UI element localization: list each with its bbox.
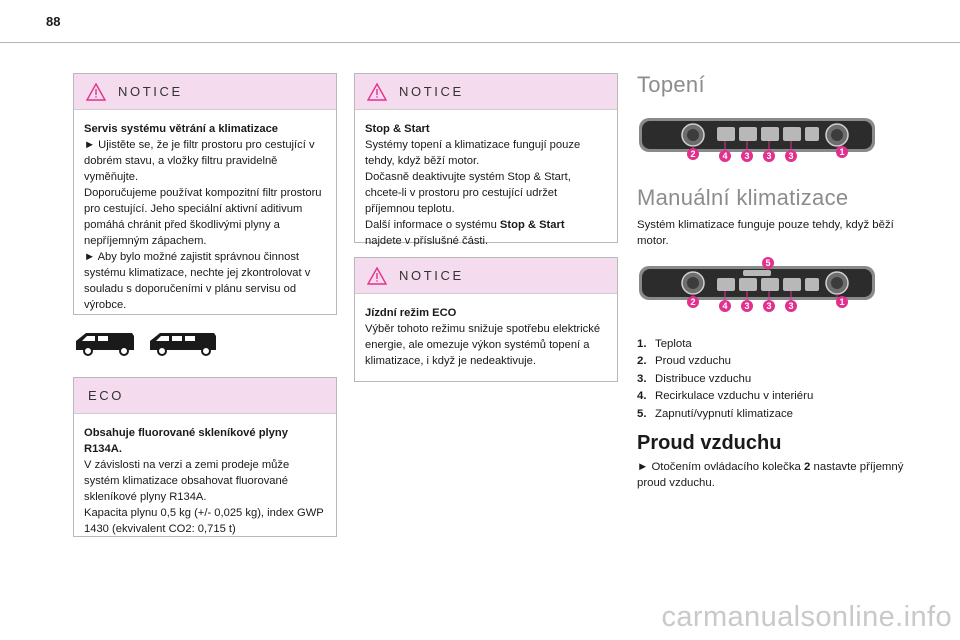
warning-triangle-icon [355,74,399,110]
heading-manual-ac: Manuální klimatizace [637,185,849,210]
top-divider [0,42,960,43]
warning-triangle-icon [355,258,399,294]
eco-header [74,378,336,414]
notice-paragraph: Dočasně deaktivujte systém Stop & Start, chcete-li v prostoru pro cestující udržet příjemnou teplotu. [365,171,571,215]
notice-body [74,110,336,323]
callout-label: 2 [690,297,696,307]
notice-title: NOTICE [118,84,183,99]
list-item [637,388,813,405]
callout-label: 1 [839,147,845,157]
callout-label: 4 [722,151,728,161]
notice-header [74,74,336,110]
notice-heading: Stop & Start [365,123,430,135]
notice-paragraph: Doporučujeme používat kompozitní filtr prostoru pro cestující. Jeho speciální aktivní aditivum pomáhá chránit před škodlivými plyny a nepříjemným zápachem. [84,187,322,247]
callout-label: 5 [765,258,771,268]
callout-label: 4 [722,301,728,311]
list-item-label: Recirkulace vzduchu v interiéru [655,390,814,403]
text-run: najdete v příslušné části. [365,235,489,247]
notice-header [355,258,617,294]
list-item-label: Proud vzduchu [655,355,731,368]
list-item-label: Teplota [655,338,692,350]
callout-label: 3 [766,151,772,161]
watermark: carmanualsonline.info [661,601,952,633]
notice-body [355,294,617,379]
text-run: Další informace o systému [365,219,500,231]
ac-control-panel-image [637,256,877,316]
eco-box [73,377,337,537]
list-item-label: Zapnutí/vypnutí klimatizace [655,407,794,420]
warning-triangle-icon [74,74,118,110]
text-run-bold: 2 [804,461,811,473]
callout-label: 1 [839,297,845,307]
callout-label: 3 [788,301,794,311]
controls-legend-list [637,336,813,423]
notice-header [355,74,617,110]
list-item [637,336,813,353]
list-item-number: 2. [637,355,647,368]
notice-heading: Jízdní režim ECO [365,307,457,319]
eco-paragraph: V závislosti na verzi a zemi prodeje může systém klimatizace obsahovat fluorované skleníkové plyny R134A. [84,459,290,503]
callout-label: 3 [788,151,794,161]
van-short-icon [74,330,136,356]
page-number: 88 [46,14,61,29]
eco-paragraph: Kapacita plynu 0,5 kg (+/- 0,025 kg), index GWP 1430 (ekvivalent CO2: 0,715 t) [84,507,324,535]
list-item-number: 4. [637,390,647,403]
air-flow-instruction [637,459,907,491]
list-item-number: 3. [637,372,647,385]
notice-body [355,110,617,259]
notice-heading: Servis systému větrání a klimatizace [84,123,279,135]
notice-box-ventilation [73,73,337,315]
heading-air-flow: Proud vzduchu [637,432,782,454]
list-item-label: Distribuce vzduchu [655,372,752,385]
notice-paragraph: Výběr tohoto režimu snižuje spotřebu elektrické energie, ale omezuje výkon systémů topení a klimatizace, i když je nedeaktivuje. [365,323,601,367]
van-long-icon [148,330,218,356]
notice-paragraph: ► Aby bylo možné zajistit správnou činnost systému klimatizace, nechte jej zkontrolovat v souladu s doporučeními v plánu servisu od výrobce. [84,251,311,311]
eco-body [74,414,336,547]
notice-title: NOTICE [399,84,464,99]
eco-title: ECO [88,388,124,403]
list-item-number: 5. [637,407,647,420]
text-run: ► Otočením ovládacího kolečka [637,461,805,473]
callout-label: 3 [744,301,750,311]
manual-ac-intro: Systém klimatizace funguje pouze tehdy, když běží motor. [637,219,894,247]
heating-control-panel-image [637,114,877,166]
callout-label: 2 [690,149,696,159]
heading-heating: Topení [637,72,705,97]
list-item [637,353,813,370]
text-run-bold: Stop & Start [499,219,565,231]
notice-box-eco-mode [354,257,618,382]
callout-label: 3 [744,151,750,161]
notice-paragraph: Systémy topení a klimatizace fungují pouze tehdy, když běží motor. [365,139,581,167]
vehicle-icons [74,330,218,356]
notice-paragraph: ► Ujistěte se, že je filtr prostoru pro cestující v dobrém stavu, a vložky filtru pravidelně vyměňujte. [84,139,315,183]
callout-label: 3 [766,301,772,311]
notice-paragraph [365,217,607,249]
eco-heading: Obsahuje fluorované skleníkové plyny R134A. [84,427,288,455]
notice-title: NOTICE [399,268,464,283]
list-item [637,406,813,423]
list-item-number: 1. [637,338,647,350]
text-run: nastavte příjemný proud vzduchu. [637,461,904,489]
list-item [637,371,813,388]
notice-box-stop-start [354,73,618,247]
